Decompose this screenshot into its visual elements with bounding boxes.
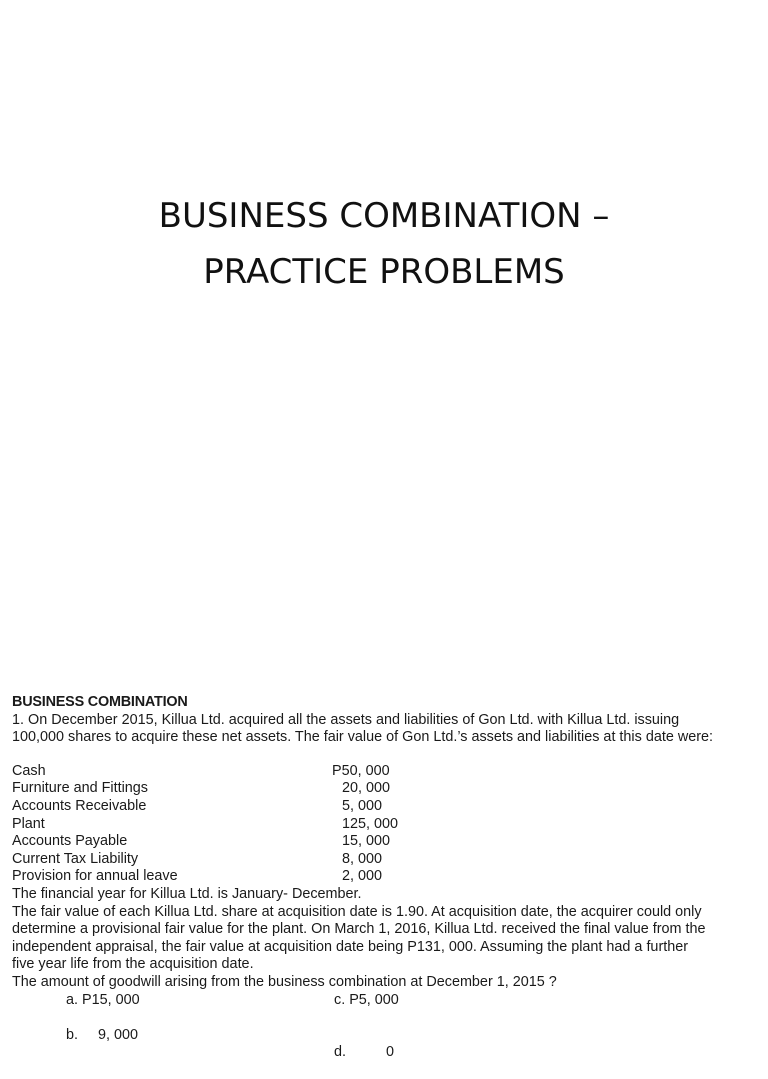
item-name: Current Tax Liability bbox=[12, 850, 139, 867]
problem-section bbox=[12, 694, 764, 1061]
item-name: Accounts Receivable bbox=[12, 797, 147, 814]
body-line: The fair value of each Killua Ltd. share at acquisition date is 1.90. At acquisition date, the acquirer could only bbox=[12, 903, 702, 920]
asset-row-furniture bbox=[12, 780, 764, 798]
item-name: Accounts Payable bbox=[12, 833, 128, 850]
intro-line: 100,000 shares to acquire these net assets. The fair value of Gon Ltd.’s assets and liabilities at this date were: bbox=[12, 729, 714, 746]
asset-row-receivable bbox=[12, 798, 764, 816]
asset-row-plant bbox=[12, 816, 764, 834]
item-amount: 8, 000 bbox=[342, 850, 383, 867]
problem-heading: BUSINESS COMBINATION bbox=[12, 694, 188, 710]
item-amount: 125, 000 bbox=[342, 815, 399, 832]
choice-row bbox=[12, 992, 764, 1010]
item-amount: 20, 000 bbox=[342, 780, 391, 797]
item-name: Cash bbox=[12, 762, 46, 779]
body-line: The financial year for Killua Ltd. is January- December. bbox=[12, 885, 362, 902]
body-line: independent appraisal, the fair value at acquisition date being P131, 000. Assuming the plant had a further bbox=[12, 938, 689, 955]
item-name: Plant bbox=[12, 815, 45, 832]
intro-line: 1. On December 2015, Killua Ltd. acquired all the assets and liabilities of Gon Ltd. with Killua Ltd. issuing bbox=[12, 711, 680, 728]
liability-row-leave bbox=[12, 868, 764, 886]
asset-row-cash bbox=[12, 763, 764, 781]
item-amount: 2, 000 bbox=[342, 868, 383, 885]
spacer bbox=[12, 747, 764, 763]
choice-row bbox=[12, 1009, 764, 1061]
body-line: determine a provisional fair value for the plant. On March 1, 2016, Killua Ltd. received the final value from the bbox=[12, 921, 706, 938]
item-amount: 5, 000 bbox=[342, 797, 383, 814]
item-name: Provision for annual leave bbox=[12, 868, 178, 885]
choice-a: a. P15, 000 bbox=[66, 991, 140, 1008]
question-line: The amount of goodwill arising from the business combination at December 1, 2015 ? bbox=[12, 973, 557, 990]
slide-title-line-1: BUSINESS COMBINATION – bbox=[158, 196, 610, 236]
choice-b: b. 9, 000 bbox=[66, 1026, 139, 1043]
liability-row-tax bbox=[12, 851, 764, 869]
item-name: Furniture and Fittings bbox=[12, 780, 148, 797]
choice-d: d. 0 bbox=[334, 1044, 394, 1061]
slide-title-line-2: PRACTICE PROBLEMS bbox=[203, 252, 565, 292]
item-amount: P50, 000 bbox=[332, 762, 390, 779]
liability-row-payable bbox=[12, 833, 764, 851]
choice-c: c. P5, 000 bbox=[334, 991, 399, 1008]
body-line: five year life from the acquisition date. bbox=[12, 956, 254, 973]
item-amount: 15, 000 bbox=[342, 833, 391, 850]
